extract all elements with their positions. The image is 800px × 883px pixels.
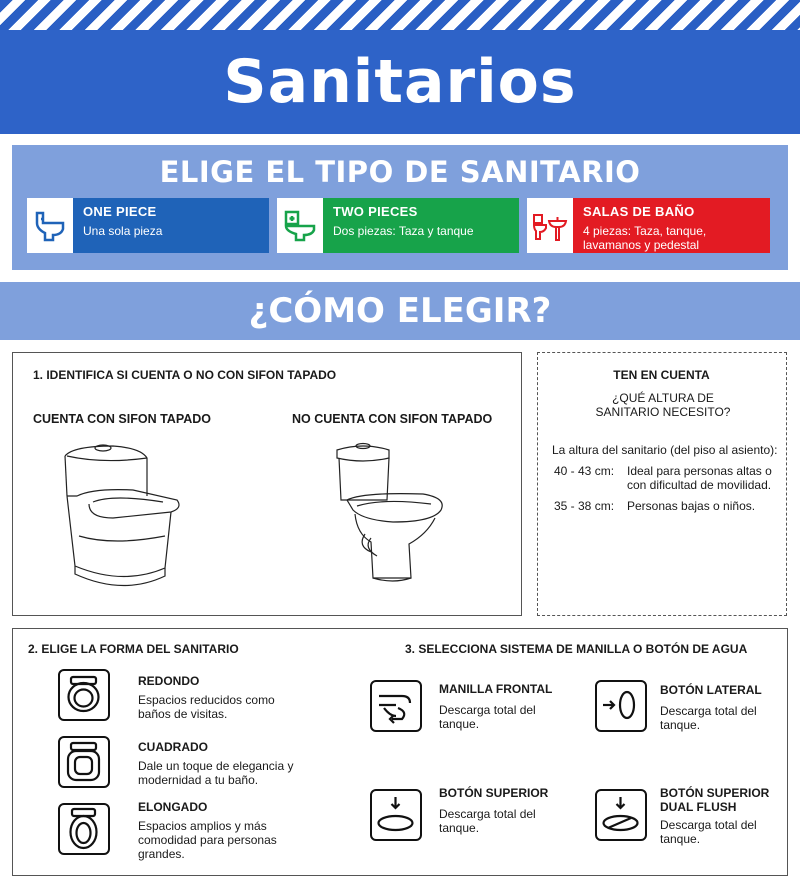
shape-name: REDONDO xyxy=(138,674,200,688)
step3-title: 3. SELECCIONA SISTEMA DE MANILLA O BOTÓN DE AGUA xyxy=(405,642,748,656)
type-card-one-piece[interactable] xyxy=(27,198,269,253)
system-name: BOTÓN SUPERIOR xyxy=(439,786,549,800)
without-trap-label: NO CUENTA CON SIFON TAPADO xyxy=(292,412,493,426)
system-name: BOTÓN SUPERIOR DUAL FLUSH xyxy=(660,786,770,814)
type-card-bathroom-set[interactable] xyxy=(527,198,770,253)
system-desc: Descarga total del tanque. xyxy=(660,704,757,732)
how-to-choose-banner xyxy=(0,282,800,340)
height-description: Ideal para personas altas o con dificultad de movilidad. xyxy=(627,464,772,492)
type-name: SALAS DE BAÑO xyxy=(583,204,695,219)
bathroom-set-icon xyxy=(527,198,573,253)
tip-question: ¿QUÉ ALTURA DE SANITARIO NECESITO? xyxy=(595,391,731,419)
system-desc: Descarga total del tanque. xyxy=(439,703,536,731)
exposed-trap-toilet-illustration xyxy=(323,438,453,598)
type-name: TWO PIECES xyxy=(333,204,418,219)
tip-panel xyxy=(537,352,787,616)
shape-desc: Espacios amplios y más comodidad para personas grandes. xyxy=(138,819,277,861)
shape-name: ELONGADO xyxy=(138,800,208,814)
side-button-icon xyxy=(595,680,647,732)
system-name: BOTÓN LATERAL xyxy=(660,683,762,697)
height-description: Personas bajas o niños. xyxy=(627,499,756,513)
type-name: ONE PIECE xyxy=(83,204,157,219)
page-title: Sanitarios xyxy=(223,47,577,117)
tip-intro: La altura del sanitario (del piso al asiento): xyxy=(552,443,778,457)
elongated-seat-icon xyxy=(58,803,110,855)
two-piece-toilet-icon xyxy=(277,198,323,253)
step1-title: 1. IDENTIFICA SI CUENTA O NO CON SIFON TAPADO xyxy=(33,368,337,382)
type-card-two-pieces[interactable] xyxy=(277,198,519,253)
height-range: 35 - 38 cm: xyxy=(554,499,615,513)
covered-trap-toilet-illustration xyxy=(53,436,193,596)
one-piece-toilet-icon xyxy=(27,198,73,253)
dual-flush-button-icon xyxy=(595,789,647,841)
shape-desc: Espacios reducidos como baños de visitas. xyxy=(138,693,275,721)
decorative-stripes xyxy=(0,0,800,30)
tip-title: TEN EN CUENTA xyxy=(613,368,710,382)
round-seat-icon xyxy=(58,669,110,721)
how-title: ¿CÓMO ELEGIR? xyxy=(248,291,552,331)
system-desc: Descarga total del tanque. xyxy=(439,807,536,835)
system-desc: Descarga total del tanque. xyxy=(660,818,757,846)
front-handle-icon xyxy=(370,680,422,732)
toilet-types-section xyxy=(12,145,788,270)
with-trap-label: CUENTA CON SIFON TAPADO xyxy=(33,412,212,426)
type-desc: Dos piezas: Taza y tanque xyxy=(333,224,474,238)
system-name: MANILLA FRONTAL xyxy=(439,682,553,696)
types-title: ELIGE EL TIPO DE SANITARIO xyxy=(159,155,641,189)
step1-panel xyxy=(12,352,522,616)
steps-2-3-panel xyxy=(12,628,788,876)
page-header xyxy=(0,30,800,134)
shape-name: CUADRADO xyxy=(138,740,208,754)
top-button-icon xyxy=(370,789,422,841)
shape-desc: Dale un toque de elegancia y modernidad a tu baño. xyxy=(138,759,294,787)
type-desc: Una sola pieza xyxy=(83,224,163,238)
square-seat-icon xyxy=(58,736,110,788)
type-desc: 4 piezas: Taza, tanque, lavamanos y pedestal xyxy=(583,224,707,252)
height-range: 40 - 43 cm: xyxy=(554,464,615,478)
step2-title: 2. ELIGE LA FORMA DEL SANITARIO xyxy=(28,642,239,656)
